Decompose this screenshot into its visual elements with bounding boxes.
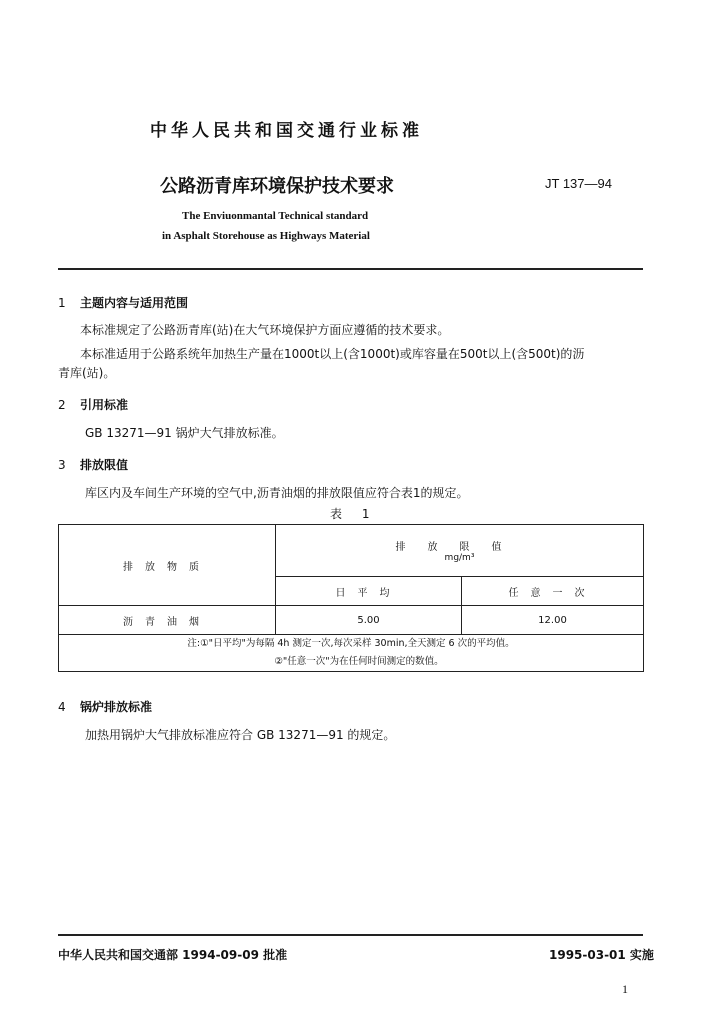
section-2-number: 2 (58, 398, 66, 412)
table-note-1: 注:①"日平均"为每隔 4h 测定一次,每次采样 30min,全天测定 6 次的平均值。 (187, 638, 515, 649)
section-4-heading (58, 698, 152, 715)
emission-limits-table (58, 524, 644, 672)
section-1-title: 主题内容与适用范围 (80, 296, 189, 310)
section-3-paragraph: 库区内及车间生产环境的空气中,沥青油烟的排放限值应符合表1的规定。 (85, 486, 469, 500)
table-notes (59, 635, 644, 672)
section-4-number: 4 (58, 700, 66, 714)
section-3-title: 排放限值 (80, 458, 129, 472)
section-4-paragraph: 加热用锅炉大气排放标准应符合 GB 13271—91 的规定。 (85, 728, 396, 742)
section-2-heading (58, 396, 128, 413)
header-substance: 排放物质 (59, 525, 276, 606)
section-3-heading (58, 456, 128, 473)
cell-substance: 沥青油烟 (59, 606, 276, 635)
issuing-organization: 中华人民共和国交通行业标准 (150, 121, 423, 141)
header-limit-label: 排放限值 (395, 542, 524, 553)
document-title-en-line1: The Enviuonmantal Technical standard (182, 210, 369, 222)
header-any-single: 任意一次 (462, 577, 644, 606)
table-note-2: ②"任意一次"为在任何时间测定的数值。 (274, 656, 444, 667)
document-title-cn: 公路沥青库环境保护技术要求 (160, 176, 394, 197)
section-2-title: 引用标准 (80, 398, 129, 412)
implementation-date: 1995-03-01 实施 (549, 948, 654, 962)
standard-code: JT 137—94 (545, 176, 612, 191)
header-daily-average: 日平均 (276, 577, 462, 606)
section-1-heading (58, 294, 188, 311)
header-limit-unit: mg/m³ (444, 553, 475, 563)
section-4-title: 锅炉排放标准 (80, 700, 153, 714)
section-1-paragraph-1: 本标准规定了公路沥青库(站)在大气环境保护方面应遵循的技术要求。 (80, 323, 450, 337)
cell-daily-average: 5.00 (276, 606, 462, 635)
section-1-paragraph-2-continued: 青库(站)。 (58, 366, 116, 380)
footer-divider (58, 934, 643, 936)
table-row (59, 606, 644, 635)
section-1-number: 1 (58, 296, 66, 310)
table-caption: 表 1 (330, 507, 378, 521)
document-title-en-line2: in Asphalt Storehouse as Highways Material (162, 230, 370, 242)
header-divider (58, 268, 643, 270)
approval-line: 中华人民共和国交通部 1994-09-09 批准 (58, 948, 288, 962)
page-number: 1 (622, 982, 628, 996)
section-3-number: 3 (58, 458, 66, 472)
section-1-paragraph-2: 本标准适用于公路系统年加热生产量在1000t以上(含1000t)或库容量在500t以上(含500t)的沥 (80, 347, 585, 361)
header-limit (276, 525, 644, 577)
cell-any-single: 12.00 (462, 606, 644, 635)
section-2-paragraph: GB 13271—91 锅炉大气排放标准。 (85, 426, 284, 440)
